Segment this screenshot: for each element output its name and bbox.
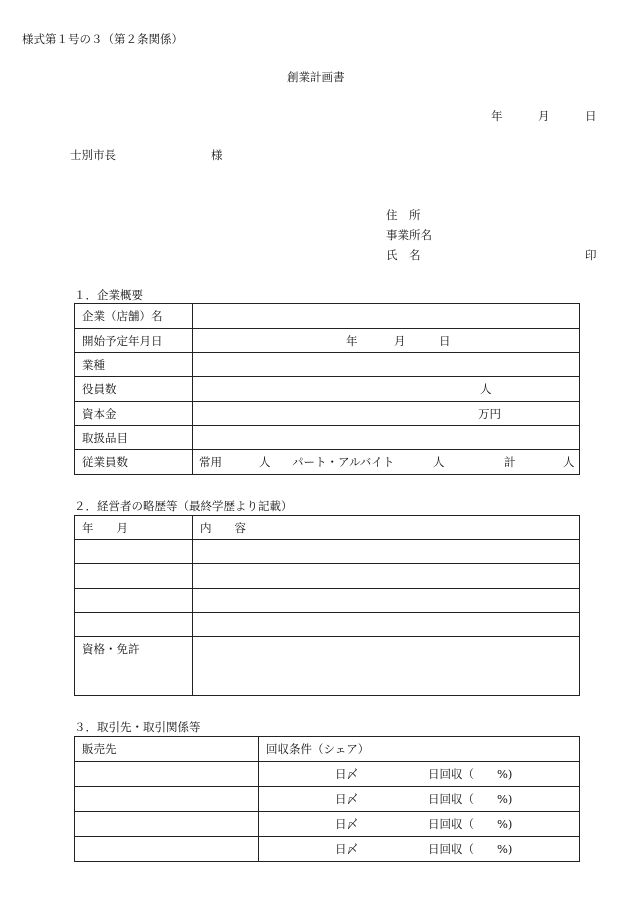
sales-partner-cell[interactable] bbox=[75, 837, 259, 862]
career-content-cell[interactable] bbox=[193, 564, 580, 589]
row-label-capital: 資本金 bbox=[75, 402, 193, 426]
date-day-label: 日 bbox=[585, 109, 597, 123]
row-label-industry: 業種 bbox=[75, 353, 193, 377]
sales-partner-cell[interactable] bbox=[75, 762, 259, 787]
table-row bbox=[75, 787, 580, 812]
table-row bbox=[75, 329, 580, 353]
terms-percent-label: %) bbox=[497, 767, 513, 781]
col-header-terms: 回収条件（シェア） bbox=[259, 737, 580, 762]
terms-cell[interactable] bbox=[259, 812, 580, 837]
terms-cell[interactable] bbox=[259, 762, 580, 787]
section3-heading: ３．取引先・取引関係等 bbox=[74, 720, 201, 734]
table-row bbox=[75, 762, 580, 787]
qualifications-field[interactable] bbox=[193, 637, 580, 696]
table-row bbox=[75, 377, 580, 402]
row-label-employees: 従業員数 bbox=[75, 450, 193, 475]
table-header-row bbox=[75, 516, 580, 540]
table-row bbox=[75, 637, 580, 696]
terms-collect-label: 日回収（ bbox=[428, 792, 474, 806]
table-row bbox=[75, 812, 580, 837]
employees-part-time-unit: 人 bbox=[433, 455, 445, 469]
table-row bbox=[75, 564, 580, 589]
employees-total-label: 計 bbox=[504, 455, 516, 469]
products-field[interactable] bbox=[193, 426, 580, 450]
career-date-cell[interactable] bbox=[75, 613, 193, 637]
employees-part-time-label: パート・アルバイト bbox=[292, 455, 395, 469]
sales-partner-cell[interactable] bbox=[75, 812, 259, 837]
business-name-label: 事業所名 bbox=[386, 228, 432, 242]
table-row bbox=[75, 304, 580, 329]
industry-field[interactable] bbox=[193, 353, 580, 377]
address-label: 住 所 bbox=[386, 208, 421, 222]
terms-percent-label: %) bbox=[497, 817, 513, 831]
employees-field[interactable] bbox=[193, 450, 580, 475]
terms-cutoff-label: 日〆 bbox=[335, 792, 358, 806]
col-header-sales: 販売先 bbox=[75, 737, 259, 762]
officers-field[interactable] bbox=[193, 377, 580, 402]
career-table bbox=[74, 515, 580, 696]
employees-total-unit: 人 bbox=[563, 455, 575, 469]
company-name-field[interactable] bbox=[193, 304, 580, 329]
capital-unit: 万円 bbox=[478, 406, 501, 421]
page-title: 創業計画書 bbox=[287, 70, 345, 84]
table-row bbox=[75, 353, 580, 377]
row-label-company-name: 企業（店舗）名 bbox=[75, 304, 193, 329]
date-month-label: 月 bbox=[538, 109, 550, 123]
col-header-content: 内 容 bbox=[193, 516, 580, 540]
start-date-field[interactable] bbox=[193, 329, 580, 353]
applicant-name-label: 氏 名 bbox=[386, 248, 421, 262]
col-header-date: 年 月 bbox=[75, 516, 193, 540]
addressee-name: 士別市長 bbox=[70, 148, 116, 162]
row-label-officers: 役員数 bbox=[75, 377, 193, 402]
section1-heading: １．企業概要 bbox=[74, 288, 143, 302]
officers-unit: 人 bbox=[480, 382, 492, 396]
terms-cutoff-label: 日〆 bbox=[335, 842, 358, 856]
terms-cutoff-label: 日〆 bbox=[335, 817, 358, 831]
table-row bbox=[75, 426, 580, 450]
date-year-label: 年 bbox=[491, 109, 503, 123]
table-row bbox=[75, 450, 580, 475]
table-row bbox=[75, 613, 580, 637]
table-row bbox=[75, 589, 580, 613]
employees-regular-label: 常用 bbox=[199, 455, 222, 469]
terms-collect-label: 日回収（ bbox=[428, 842, 474, 856]
employees-regular-unit: 人 bbox=[259, 455, 271, 469]
form-number: 様式第１号の３（第２条関係） bbox=[22, 32, 183, 46]
row-label-products: 取扱品目 bbox=[75, 426, 193, 450]
career-date-cell[interactable] bbox=[75, 564, 193, 589]
start-date-year-unit: 年 bbox=[346, 333, 358, 348]
career-content-cell[interactable] bbox=[193, 613, 580, 637]
career-date-cell[interactable] bbox=[75, 540, 193, 564]
terms-collect-label: 日回収（ bbox=[428, 817, 474, 831]
table-row bbox=[75, 402, 580, 426]
career-date-cell[interactable] bbox=[75, 589, 193, 613]
terms-cell[interactable] bbox=[259, 837, 580, 862]
row-label-qualifications: 資格・免許 bbox=[75, 637, 193, 696]
career-content-cell[interactable] bbox=[193, 540, 580, 564]
terms-cell[interactable] bbox=[259, 787, 580, 812]
table-row bbox=[75, 837, 580, 862]
row-label-start-date: 開始予定年月日 bbox=[75, 329, 193, 353]
terms-percent-label: %) bbox=[497, 842, 513, 856]
table-header-row bbox=[75, 737, 580, 762]
career-content-cell[interactable] bbox=[193, 589, 580, 613]
section2-heading: ２．経営者の略歴等（最終学歴より記載） bbox=[74, 499, 293, 513]
sales-partner-cell[interactable] bbox=[75, 787, 259, 812]
terms-collect-label: 日回収（ bbox=[428, 767, 474, 781]
start-date-month-unit: 月 bbox=[394, 333, 406, 348]
addressee-honorific: 様 bbox=[211, 148, 223, 162]
table-row bbox=[75, 540, 580, 564]
terms-cutoff-label: 日〆 bbox=[335, 767, 358, 781]
trade-partners-table bbox=[74, 736, 580, 862]
capital-field[interactable] bbox=[193, 402, 580, 426]
seal-label: 印 bbox=[585, 248, 597, 262]
terms-percent-label: %) bbox=[497, 792, 513, 806]
start-date-day-unit: 日 bbox=[439, 333, 451, 348]
company-overview-table bbox=[74, 303, 580, 475]
